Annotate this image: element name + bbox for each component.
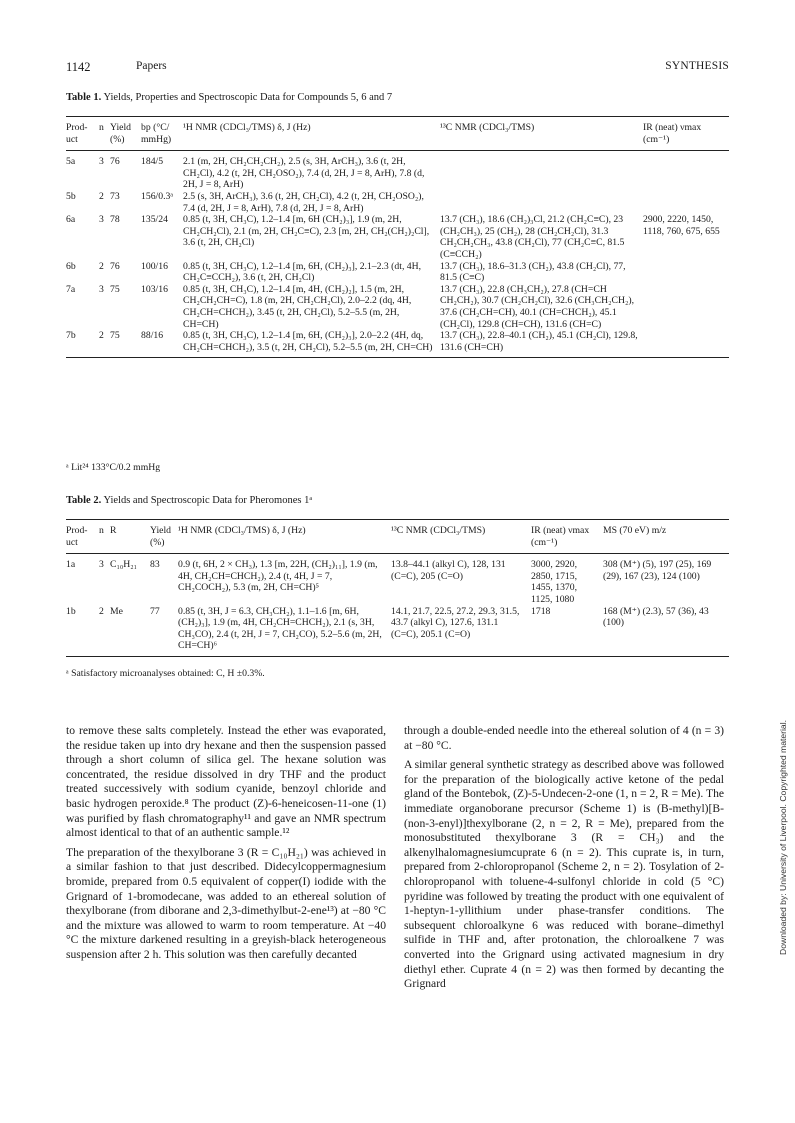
table1-c-nmr: 13.7 (CH₃), 18.6 (CH₂)₃Cl, 21.2 (CH₂C≡C), 23 (CH₂CH₃), 25 (CH₂), 28 (CH₂CH₂Cl), 31.3 CH₂CH₂CH₃, 43.8 (CH₂Cl), 77 (CH₂C≡C, 81.5 (C≡CCH₂) xyxy=(440,214,625,260)
table1-col-bp: bp (°C/ mmHg) xyxy=(141,122,172,145)
download-notice-text: Downloaded by: University of Liverpool. Copyrighted material. xyxy=(778,719,788,955)
table1-h-nmr: 0.85 (t, 3H, CH₃C), 1.2–1.4 [m, 6H, (CH₂)₃], 2.0–2.2 (4H, dq, CH₂CH=CHCH₂), 3.5 (t, 2H, CH₂Cl), 5.2–5.5 (m, 2H, CH=CH) xyxy=(183,330,433,353)
table1-col-n: n xyxy=(99,122,104,133)
table1-col-c-nmr: ¹³C NMR (CDCl₃/TMS) xyxy=(440,122,535,133)
table-row xyxy=(66,606,729,657)
table2-n: 3 xyxy=(99,559,104,571)
table1-caption-text: Yields, Properties and Spectroscopic Data for Compounds 5, 6 and 7 xyxy=(103,92,393,103)
table2-col-product: Prod- uct xyxy=(66,525,88,548)
table2-col-ir: IR (neat) νmax (cm⁻¹) xyxy=(531,525,590,548)
table1-h-nmr: 0.85 (t, 3H, CH₃C), 1.2–1.4 [m, 6H (CH₂)₃], 1.9 (m, 2H, CH₂CH₂Cl), 2.1 (m, 2H, CH₂C≡C), 2.3 [m, 2H, CH₂(CH₂)₂Cl], 3.6 (t, 2H, CH₂Cl) xyxy=(183,214,430,249)
journal-name: SYNTHESIS xyxy=(665,60,729,72)
table1-h-nmr: 2.5 (s, 3H, ArCH₃), 3.6 (t, 2H, CH₂Cl), 4.2 (t, 2H, CH₂OSO₂), 7.4 (d, 2H, J = 8, ArH), 7.8 (d, 2H, J = 8, ArH) xyxy=(183,190,424,214)
table2-ms: 308 (M⁺) (5), 197 (25), 169 (29), 167 (23), 124 (100) xyxy=(603,559,712,582)
table1-h-nmr: 0.85 (t, 3H, CH₃C), 1.2–1.4 [m, 6H, (CH₂)₃], 2.1–2.3 (dt, 4H, CH₂C≡CCH₂), 3.6 (t, 2H, CH₂Cl) xyxy=(183,260,422,284)
table-row xyxy=(66,554,729,606)
table1-ir xyxy=(643,151,729,191)
table2-caption xyxy=(66,495,312,506)
table1-yield: 73 xyxy=(110,190,120,202)
table1-n: 2 xyxy=(99,330,104,342)
table2-col-c-nmr: ¹³C NMR (CDCl₃/TMS) xyxy=(391,525,486,536)
table1-caption xyxy=(66,92,392,103)
page-number: 1142 xyxy=(66,60,91,74)
table1-product: 7a xyxy=(66,283,76,295)
table1-n: 3 xyxy=(99,283,104,295)
table1-ir xyxy=(643,284,729,330)
table2-col-r: R xyxy=(110,525,117,536)
body-paragraph: A similar general synthetic strategy as described above was followed for the preparation of the biologically active ketone of the pedal gland of the Bontebok, (Z)-5-Undecen-2-one (1, n = 2, R = Me). The immediate organoborane precursor (Scheme 1) is (B-methyl)[B-(non-3-enyl)]thexylborane (2, n = 2, R = Me), prepared from the monosubstituted thexylborane 3 (R = CH₃) and the alkenylhalomagnesiumcuprate 6 (n = 2). This cuprate is, in turn, prepared from 2-chloropropanol (Scheme 2, n = 2). Tosylation of 2-chloropropanol with toluene-4-sulfonyl chloride in cold (5 °C) pyridine was followed by treating the product with one equivalent of 1-heptyn-1-yllithium under phase-transfer conditions. The subsequent chloroalkyne 6 was reduced with borane–dimethyl sulfide in THF and, after protonation, the chloroalkene 7 was converted into the Grignard using activated magnesium in dry diethyl ether. Cuprate 4 (n = 2) was then formed by decanting the Grignard xyxy=(404,758,725,991)
table1-product: 6a xyxy=(66,214,76,226)
table1-h-nmr: 2.1 (m, 2H, CH₂CH₂CH₂), 2.5 (s, 3H, ArCH₃), 3.6 (t, 2H, CH₂Cl), 4.2 (t, 2H, CH₂OSO₂), 7.4 (d, 2H, J = 8, ArH), 7.8 (d, 2H, J = 8, ArH) xyxy=(183,156,425,191)
body-paragraph: to remove these salts completely. Instead the ether was evaporated, the residue taken up into dry hexane and then the suspension passed through a short column of silica gel. The hexane solution was concentrated, the residue dissolved in dry THF and the product treated successively with sodium cyanide, benzoyl chloride and basic hydrogen peroxide.⁸ The product (Z)-6-heneicosen-11-one (1) was purified by flash chromatography¹¹ and gave an NMR spectrum almost identical to that of an authentic sample.¹² xyxy=(66,724,386,840)
table1 xyxy=(66,116,729,358)
table1-c-nmr: 13.7 (CH₃), 22.8 (CH₃CH₂), 27.8 (CH=CH CH₂CH₂), 30.7 (CH₂CH₂Cl), 32.6 (CH₃CH₂CH₂), 37.6 (CH₂CH=CH), 40.1 (CH=CHCH₂), 45.1 (CH₂Cl), 129.8 (CH=CH), 131.6 (CH=C) xyxy=(440,283,634,330)
body-column-right xyxy=(404,724,724,997)
table1-ir xyxy=(643,330,729,358)
table2-c-nmr: 14.1, 21.7, 22.5, 27.2, 29.3, 31.5, 43.7 (alkyl C), 127.6, 131.1 (C=C), 205.1 (C=O) xyxy=(391,605,520,640)
table1-product: 7b xyxy=(66,330,76,342)
table1-yield: 78 xyxy=(110,214,120,226)
table1-c-nmr: 13.7 (CH₃), 18.6–31.3 (CH₂), 43.8 (CH₂Cl), 77, 81.5 (C≡C) xyxy=(440,260,626,284)
table2-product: 1b xyxy=(66,605,76,617)
table2-r: Me xyxy=(110,605,123,617)
table1-footnote: ᵃ Lit²⁴ 133°C/0.2 mmHg xyxy=(66,462,161,473)
table1-header-row xyxy=(66,117,729,151)
table2-ir: 3000, 2920, 2850, 1715, 1455, 1370, 1125, 1080 xyxy=(531,559,578,605)
table1-bp: 135/24 xyxy=(141,214,168,226)
table1-ir xyxy=(643,191,729,214)
table1-yield: 75 xyxy=(110,330,120,342)
table2-ms: 168 (M⁺) (2.3), 57 (36), 43 (100) xyxy=(603,605,709,629)
table1-ir: 2900, 2220, 1450, 1118, 760, 675, 655 xyxy=(643,214,720,237)
download-notice xyxy=(778,719,790,955)
table1-col-h-nmr: ¹H NMR (CDCl₃/TMS) δ, J (Hz) xyxy=(183,122,311,133)
table2-col-n: n xyxy=(99,525,104,536)
table1-n: 2 xyxy=(99,190,104,202)
table1-yield: 76 xyxy=(110,156,120,168)
table-row xyxy=(66,284,729,330)
table2-col-h-nmr: ¹H NMR (CDCl₃/TMS) δ, J (Hz) xyxy=(178,525,306,536)
table2-col-ms: MS (70 eV) m/z xyxy=(603,525,667,536)
table1-product: 5a xyxy=(66,156,76,168)
table1-yield: 76 xyxy=(110,260,120,272)
table2-ir: 1718 xyxy=(531,605,551,617)
table2 xyxy=(66,519,729,657)
section-name: Papers xyxy=(136,60,167,72)
table1-yield: 75 xyxy=(110,283,120,295)
body-column-left xyxy=(66,724,386,968)
table1-product: 5b xyxy=(66,190,76,202)
table1-bp: 100/16 xyxy=(141,260,168,272)
table-row xyxy=(66,214,729,260)
table1-bp: 88/16 xyxy=(141,330,164,342)
table2-h-nmr: 0.85 (t, 3H, J = 6.3, CH₃CH₂), 1.1–1.6 [m, 6H, (CH₂)₃], 1.9 (m, 4H, CH₂CH=CHCH₂), 2.1 (s, 3H, CH₃CO), 2.4 (t, 2H, J = 7, CH₂CO), 5.2–5.6 (m, 2H, CH=CH)⁶ xyxy=(178,605,382,652)
body-paragraph: The preparation of the thexylborane 3 (R = C₁₀H₂₁) was achieved in a similar fashion to that just described. Didecylcoppermagnesium bromide, prepared from 0.5 equivalent of copper(I) iodide with the Grignard of 1-bromodecane, was added to an ethereal solution of thexylborane (from diborane and 2,3-dimethylbut-2-ene¹³) at −80 °C and the mixture was allowed to warm to room temperature. At −40 °C the mixture darkened resulting in a greyish-black heterogeneous suspension after 2 h. This solution was then carefully decanted xyxy=(66,845,386,961)
table1-bp: 184/5 xyxy=(141,156,164,168)
table-row xyxy=(66,151,729,191)
table2-col-yield: Yield (%) xyxy=(150,525,171,548)
body-paragraph: through a double-ended needle into the ethereal solution of 4 (n = 3) at −80 °C. xyxy=(404,724,724,752)
table2-n: 2 xyxy=(99,605,104,617)
table2-footnote: ᵃ Satisfactory microanalyses obtained: C, H ±0.3%. xyxy=(66,668,265,679)
table2-c-nmr: 13.8–44.1 (alkyl C), 128, 131 (C=C), 205 (C=O) xyxy=(391,559,506,582)
table1-bp: 156/0.3ᵃ xyxy=(141,190,173,202)
table1-n: 3 xyxy=(99,156,104,168)
table2-caption-label: Table 2. xyxy=(66,495,102,506)
table2-product: 1a xyxy=(66,559,76,571)
table1-col-ir: IR (neat) νmax (cm⁻¹) xyxy=(643,122,702,145)
table1-h-nmr: 0.85 (t, 3H, CH₃C), 1.2–1.4 [m, 4H, (CH₂)₂], 1.5 (m, 2H, CH₂CH₂CH=C), 1.8 (m, 2H, CH₂CH₂Cl), 2.0–2.2 (dq, 4H, CH₂CH=CHCH₂), 3.45 (t, 2H, CH₂Cl), 5.2–5.5 (m, 2H, CH=CH) xyxy=(183,283,412,330)
table2-yield: 83 xyxy=(150,559,160,571)
table1-n: 2 xyxy=(99,260,104,272)
table2-r: C₁₀H₂₁ xyxy=(110,559,137,571)
table1-product: 6b xyxy=(66,260,76,272)
table1-c-nmr xyxy=(440,151,643,191)
table-row xyxy=(66,191,729,214)
table1-bp: 103/16 xyxy=(141,283,168,295)
table1-c-nmr xyxy=(440,191,643,214)
table1-c-nmr: 13.7 (CH₃), 22.8–40.1 (CH₂), 45.1 (CH₂Cl), 129.8, 131.6 (CH=CH) xyxy=(440,330,638,353)
table-row xyxy=(66,330,729,358)
table1-n: 3 xyxy=(99,214,104,226)
table1-col-product: Prod- uct xyxy=(66,122,88,145)
table1-caption-label: Table 1. xyxy=(66,92,102,103)
table2-caption-text: Yields and Spectroscopic Data for Pheromones 1ᵃ xyxy=(103,495,313,506)
table-row xyxy=(66,261,729,284)
table1-col-yield: Yield (%) xyxy=(110,122,131,145)
table1-ir xyxy=(643,261,729,284)
table2-yield: 77 xyxy=(150,605,160,617)
table2-header-row xyxy=(66,520,729,554)
table2-h-nmr: 0.9 (t, 6H, 2 × CH₃), 1.3 [m, 22H, (CH₂)₁₁], 1.9 (m, 4H, CH₂CH=CHCH₂), 2.4 (t, 4H, J = 7, CH₂COCH₂), 5.3 (m, 2H, CH=CH)⁵ xyxy=(178,559,378,594)
